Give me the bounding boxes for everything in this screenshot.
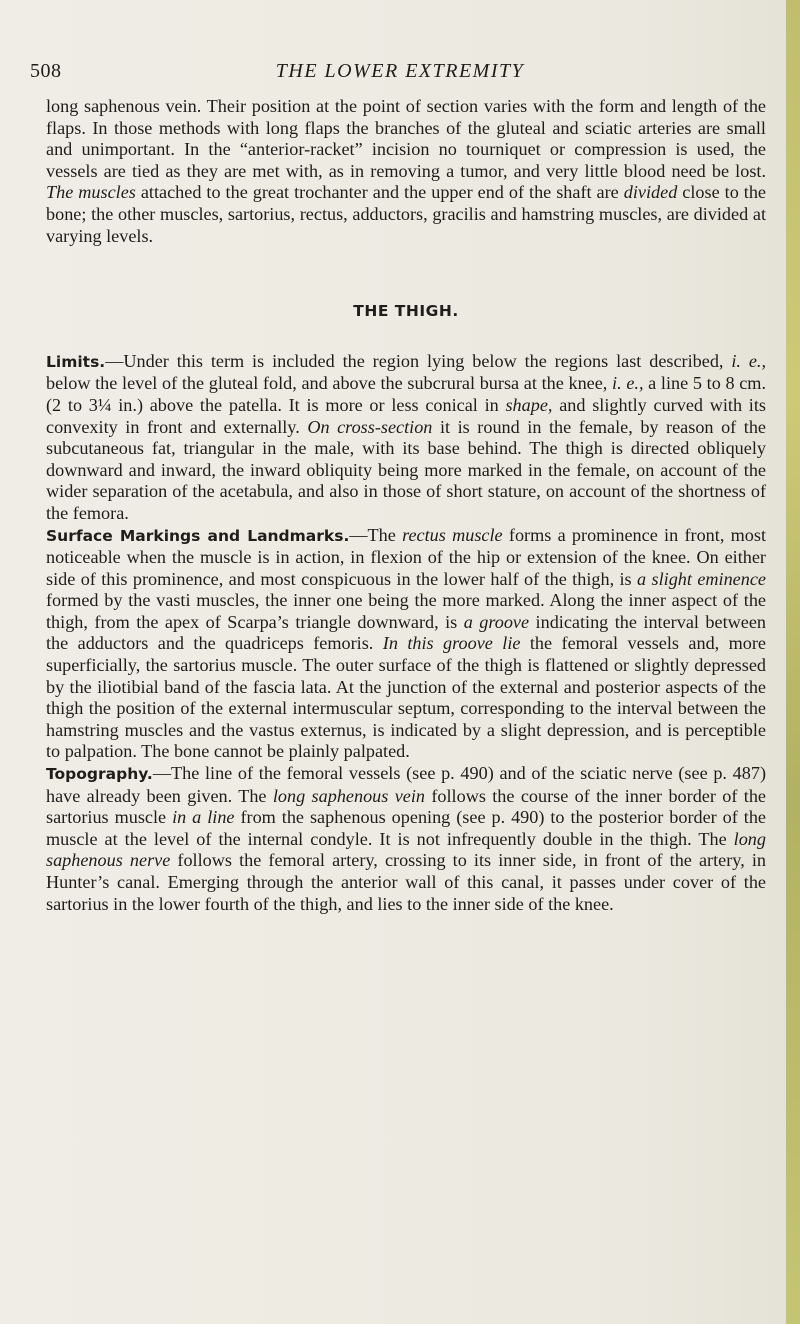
text-run: close to the bone; the other muscles, sartorius, rectus, adductors, gracilis and hamstring muscles, are divided at varying levels.: [46, 182, 766, 246]
intro-paragraph: [46, 96, 766, 247]
emphasis-run: a groove: [463, 611, 530, 632]
text-run: below the level of the gluteal fold, and above the subcrural bursa at the knee,: [46, 373, 613, 394]
emphasis-run: On cross-section: [307, 416, 433, 437]
limits-paragraph: [46, 351, 766, 525]
text-run: formed by the vasti muscles, the inner one being the more marked. Along the inner aspect of the thigh, from the apex of Scarpa’s triangle downward, is: [46, 590, 766, 632]
emphasis-run: a slight eminence: [637, 568, 766, 589]
emphasis-run: long saphenous vein: [272, 785, 425, 806]
paragraph-lead-limits: Limits.: [46, 352, 106, 371]
text-run: the femoral vessels and, more superficially, the sartorius muscle. The outer surface of the thigh is flattened or slightly depressed by the iliotibial band of the fascia lata. At the junction of the external and posterior aspects of the thigh the position of the external intermuscular septum, corresponding to the interval between the hamstring muscles and the vastus externus, is indicated by a slight depression, and is perceptible to palpation. The bone cannot be plainly palpated.: [46, 633, 767, 762]
surface-markings-paragraph: [46, 525, 766, 764]
running-header: [30, 60, 770, 90]
running-title: THE LOWER EXTREMITY: [275, 60, 525, 82]
emphasis-run: long saphenous nerve: [46, 828, 766, 871]
text-run: from the saphenous opening (see p. 490) to the posterior border of the muscle at the level of the internal condyle. It is not infrequently double in the thigh. The: [46, 807, 767, 849]
text-run: follows the femoral artery, crossing to its inner side, in front of the artery, in Hunter’s canal. Emerging through the anterior wall of this canal, it passes under cover of the sartorius in the lower fourth of the thigh, and lies to the inner side of the knee.: [46, 850, 766, 914]
text-run: —Under this term is included the region lying below the regions last described,: [105, 350, 732, 371]
section-heading: THE THIGH.: [353, 302, 459, 321]
page-edge-shading: [786, 0, 800, 1324]
text-run: a line 5 to 8 cm. (2 to 3¼ in.) above the patella. It is more or less conical in: [46, 373, 766, 415]
text-run: attached to the great trochanter and the upper end of the shaft are: [135, 182, 624, 203]
page-number: 508: [30, 60, 62, 82]
text-run: and slightly curved with its convexity in front and externally.: [46, 394, 766, 437]
emphasis-run: i. e.,: [731, 350, 766, 371]
text-run: —The line of the femoral vessels (see p. 490) and of the sciatic nerve (see p. 487) have already been given. The: [46, 763, 766, 806]
emphasis-run: In this groove lie: [382, 633, 521, 654]
topography-paragraph: [46, 763, 766, 915]
text-run: follows the course of the inner border of the sartorius muscle: [46, 785, 766, 828]
text-run: it is round in the female, by reason of the subcutaneous fat, triangular in the male, with its base behind. The thigh is directed obliquely downward and inward, the inward obliquity being more marked in the female, on account of the wider separation of the acetabula, and also in those of short stature, on account of the shortness of the femora.: [46, 416, 766, 523]
text-run: long saphenous vein. Their position at the point of section varies with the form and length of the flaps. In those methods with long flaps the branches of the gluteal and sciatic arteries are small and unimportant. In the “anterior-racket” incision no tourniquet or compression is used, the vessels are tied as they are met with, as in removing a tumor, and very little blood need be lost.: [46, 96, 766, 181]
emphasis-run: The muscles: [46, 182, 136, 203]
emphasis-run: shape,: [505, 394, 553, 415]
emphasis-run: in a line: [172, 807, 235, 828]
text-run: —The: [349, 524, 403, 545]
page-body: [46, 96, 766, 915]
emphasis-run: i. e.,: [612, 373, 644, 394]
emphasis-run: divided: [623, 182, 678, 203]
text-run: indicating the interval between the adductors and the quadriceps femoris.: [46, 611, 767, 654]
paragraph-lead-surface-markings: Surface Markings and Landmarks.: [46, 526, 350, 545]
emphasis-run: rectus muscle: [402, 524, 503, 545]
text-run: forms a prominence in front, most noticeable when the muscle is in action, in flexion of the hip or extension of the knee. On either side of this prominence, and most conspicuous in the lower half of the thigh, is: [46, 524, 766, 589]
paragraph-lead-topography: Topography.: [46, 765, 153, 784]
